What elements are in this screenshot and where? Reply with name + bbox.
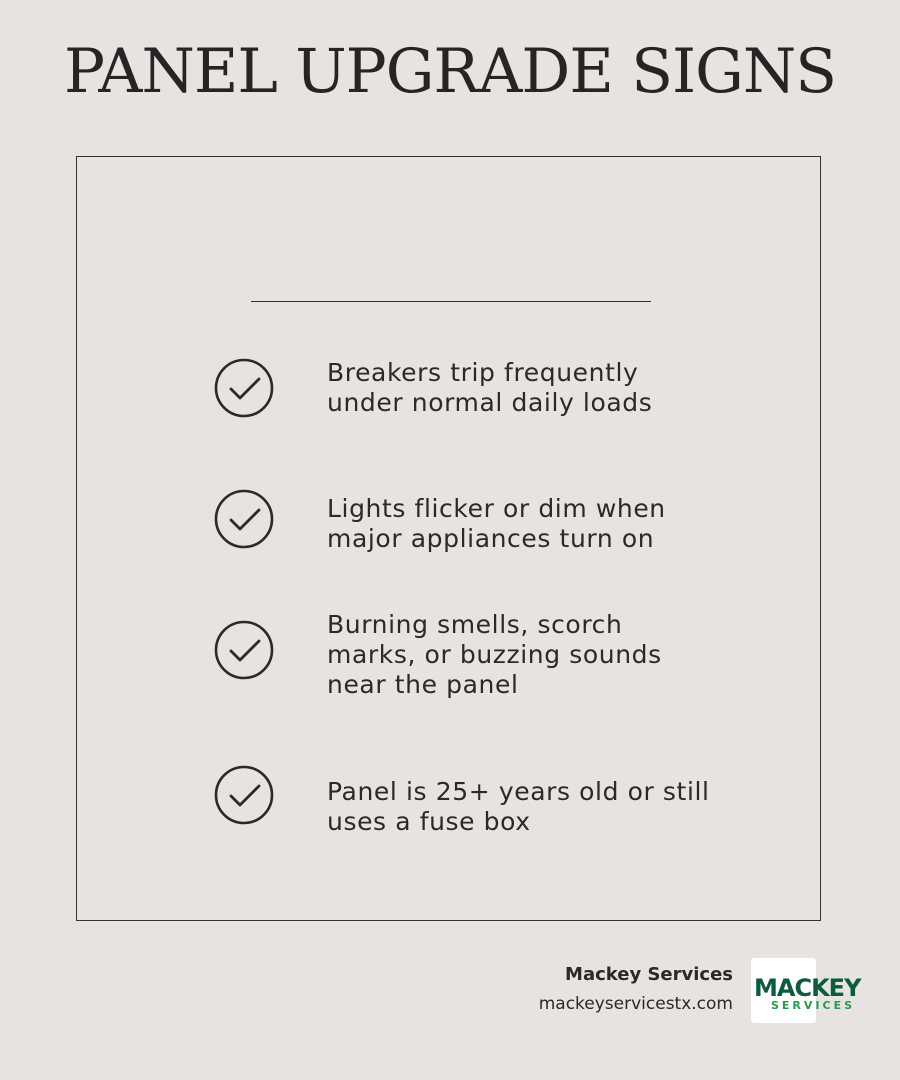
list-item-text xyxy=(327,610,777,700)
list-item-line: uses a fuse box xyxy=(327,807,531,836)
list-item-line: Burning smells, scorch xyxy=(327,610,623,639)
list-item-text xyxy=(327,358,777,418)
list-item-line: major appliances turn on xyxy=(327,524,655,553)
list-item-text xyxy=(327,777,777,837)
company-url[interactable]: mackeyservicestx.com xyxy=(538,994,733,1014)
list-item-line: Lights flicker or dim when xyxy=(327,494,666,523)
check-circle-icon xyxy=(214,358,274,418)
list-item-line: Panel is 25+ years old or still xyxy=(327,777,710,806)
list-item-line: Breakers trip frequently xyxy=(327,358,639,387)
check-circle-icon xyxy=(214,620,274,680)
check-circle-icon xyxy=(214,765,274,825)
logo-text-sub: SERVICES xyxy=(771,999,856,1012)
divider-line xyxy=(251,301,651,302)
company-name: Mackey Services xyxy=(565,964,733,985)
page-title: PANEL UPGRADE SIGNS xyxy=(63,36,837,107)
list-item-line: marks, or buzzing sounds xyxy=(327,640,662,669)
signs-panel xyxy=(76,156,821,921)
check-circle-icon xyxy=(214,489,274,549)
list-item-line: under normal daily loads xyxy=(327,388,653,417)
list-item-line: near the panel xyxy=(327,670,519,699)
company-logo xyxy=(751,958,861,1023)
list-item-text xyxy=(327,494,777,554)
logo-text-main: MACKEY xyxy=(754,974,861,1002)
